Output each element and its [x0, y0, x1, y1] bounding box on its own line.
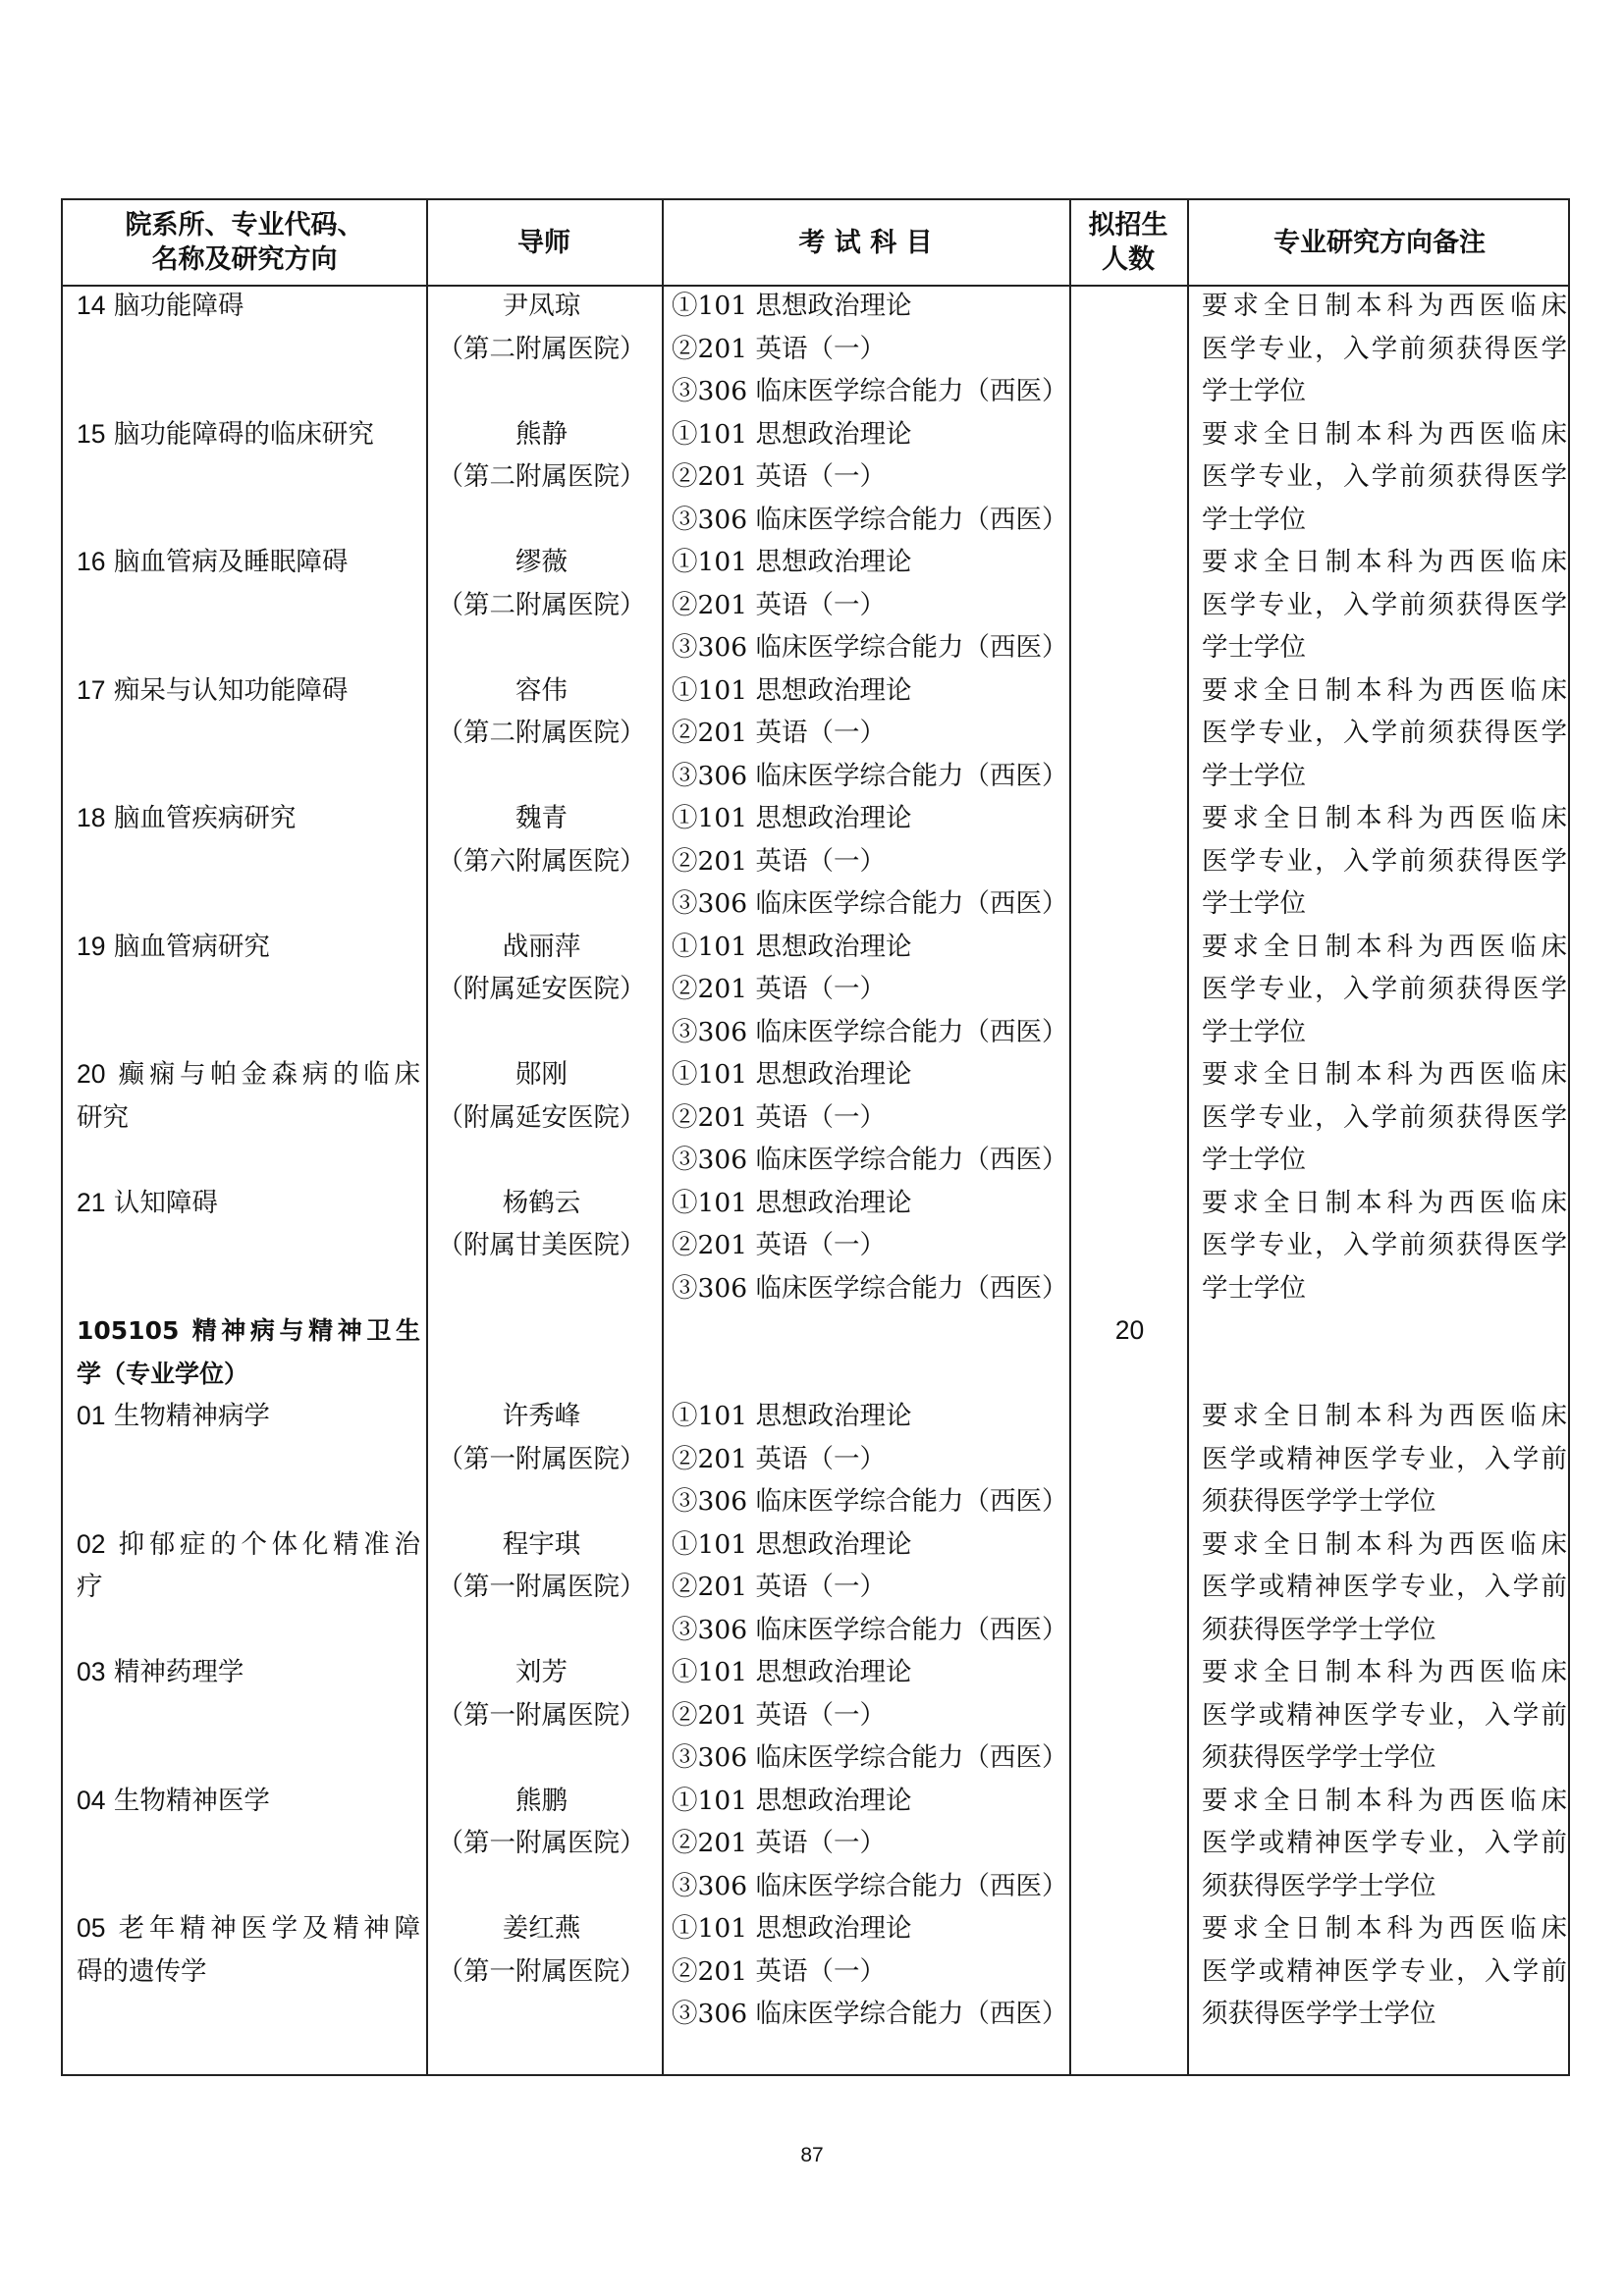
tutor-hospital: （第二附属医院） — [437, 461, 646, 492]
header-tutor — [426, 200, 662, 285]
direction-note — [1202, 541, 1567, 669]
research-direction-line — [77, 413, 420, 456]
direction-note-line: 要求全日制本科为西医临床 — [1202, 547, 1567, 577]
table-row — [63, 1182, 1568, 1309]
major-title-line1: 105105 精神病与精神卫生 — [77, 1316, 420, 1345]
direction-note-line: 医学或精神医学专业，入学前 — [1202, 1955, 1567, 1987]
exam-subjects — [672, 1907, 1074, 2036]
exam-subject: ①101 思想政治理论 — [672, 291, 912, 321]
research-direction-line — [77, 1780, 420, 1823]
research-direction — [77, 1651, 420, 1694]
exam-subject: ③306 临床医学综合能力（西医） — [672, 1614, 1068, 1645]
direction-note — [1202, 413, 1567, 542]
research-direction-line — [77, 541, 420, 584]
tutor — [424, 1907, 659, 1993]
direction-number: 19 — [77, 931, 106, 961]
direction-note-line: 医学专业，入学前须获得医学 — [1202, 974, 1567, 1004]
tutor — [424, 541, 659, 626]
table-row — [63, 1053, 1568, 1181]
exam-subjects — [672, 285, 1074, 413]
direction-note — [1202, 1907, 1567, 2036]
header-notes — [1187, 200, 1572, 285]
direction-note-line: 须获得医学学士学位 — [1202, 1486, 1436, 1517]
research-direction-line — [77, 926, 420, 969]
exam-subject: ③306 临床医学综合能力（西医） — [672, 1870, 1068, 1901]
direction-number: 03 — [77, 1657, 106, 1686]
exam-subject: ①101 思想政治理论 — [672, 1913, 912, 1944]
tutor — [424, 1395, 659, 1480]
direction-number: 14 — [77, 291, 106, 320]
research-direction-line: 碍的遗传学 — [77, 1955, 207, 1987]
direction-note-line: 医学专业，入学前须获得医学 — [1202, 1101, 1567, 1133]
research-direction — [77, 1395, 420, 1438]
exam-subjects — [672, 541, 1074, 669]
exam-subjects — [672, 926, 1074, 1054]
direction-note — [1202, 1780, 1567, 1908]
direction-note — [1202, 1182, 1567, 1310]
table-row — [63, 1651, 1568, 1779]
major-title — [77, 1309, 420, 1395]
tutor-name: 许秀峰 — [502, 1401, 581, 1431]
exam-subject: ②201 英语（一） — [672, 1699, 887, 1731]
direction-text: 脑血管病及睡眠障碍 — [113, 547, 349, 577]
research-direction — [77, 1053, 420, 1139]
direction-text: 脑功能障碍 — [113, 291, 244, 321]
research-direction — [77, 926, 420, 969]
exam-subject: ②201 英语（一） — [672, 718, 887, 748]
tutor-hospital: （第六附属医院） — [437, 845, 646, 877]
direction-number: 16 — [77, 547, 106, 576]
exam-subject: ③306 临床医学综合能力（西医） — [672, 1999, 1068, 2029]
direction-text: 痴呆与认知功能障碍 — [113, 674, 349, 706]
tutor-hospital: （第一附属医院） — [437, 1572, 646, 1602]
tutor-name: 程宇琪 — [502, 1528, 581, 1560]
table-row — [63, 797, 1568, 925]
exam-subject: ③306 临床医学综合能力（西医） — [672, 1272, 1068, 1304]
tutor — [424, 797, 659, 882]
direction-note-line: 医学专业，入学前须获得医学 — [1202, 1230, 1567, 1260]
tutor-name: 魏青 — [515, 803, 568, 833]
tutor-name: 容伟 — [515, 674, 568, 706]
direction-note-line: 须获得医学学士学位 — [1202, 1999, 1436, 2029]
direction-number: 15 — [77, 418, 106, 449]
research-direction-line: 研究 — [77, 1101, 129, 1133]
tutor — [424, 926, 659, 1011]
direction-note-line: 学士学位 — [1202, 1016, 1306, 1047]
research-direction — [77, 1523, 420, 1609]
exam-subject: ②201 英语（一） — [672, 333, 887, 364]
table-row — [63, 285, 1568, 412]
header-exams — [662, 200, 1069, 285]
tutor-hospital: （第一附属医院） — [437, 1828, 646, 1858]
direction-text: 老年精神医学及精神障 — [118, 1913, 420, 1944]
direction-number: 02 — [77, 1528, 106, 1559]
direction-note-line: 医学或精神医学专业，入学前 — [1202, 1699, 1567, 1731]
direction-note-line: 要求全日制本科为西医临床 — [1202, 803, 1567, 833]
direction-number: 21 — [77, 1187, 106, 1217]
exam-subject: ②201 英语（一） — [672, 1101, 887, 1133]
research-direction-line — [77, 1053, 420, 1096]
research-direction-line: 疗 — [77, 1572, 103, 1602]
exam-subject: ③306 临床医学综合能力（西医） — [672, 888, 1068, 919]
exam-subject: ③306 临床医学综合能力（西医） — [672, 632, 1068, 663]
direction-note-line: 要求全日制本科为西医临床 — [1202, 1187, 1567, 1218]
header-exams-label: 考 试 科 目 — [798, 227, 933, 258]
exam-subject: ②201 英语（一） — [672, 1443, 887, 1474]
exam-subject: ①101 思想政治理论 — [672, 1059, 912, 1090]
direction-note-line: 医学专业，入学前须获得医学 — [1202, 718, 1567, 748]
header-quota — [1069, 200, 1187, 285]
major-quota: 20 — [1114, 1315, 1145, 1345]
direction-note-line: 医学或精神医学专业，入学前 — [1202, 1443, 1567, 1474]
direction-note-line: 医学专业，入学前须获得医学 — [1202, 333, 1567, 364]
direction-note-line: 学士学位 — [1202, 632, 1306, 663]
direction-text: 癫痫与帕金森病的临床 — [118, 1059, 420, 1090]
tutor-hospital: （第一附属医院） — [437, 1443, 646, 1474]
tutor-name: 尹凤琼 — [502, 291, 581, 321]
exam-subject: ③306 临床医学综合能力（西医） — [672, 376, 1068, 406]
direction-note-line: 要求全日制本科为西医临床 — [1202, 1913, 1567, 1944]
direction-text: 精神药理学 — [113, 1657, 244, 1687]
direction-note-line: 要求全日制本科为西医临床 — [1202, 418, 1567, 450]
tutor — [424, 1182, 659, 1267]
direction-note — [1202, 1651, 1567, 1780]
tutor-name: 熊鹏 — [515, 1785, 568, 1816]
exam-subjects — [672, 1182, 1074, 1310]
direction-note-line: 要求全日制本科为西医临床 — [1202, 1401, 1567, 1431]
exam-subjects — [672, 1523, 1074, 1652]
direction-text: 生物精神医学 — [113, 1785, 270, 1816]
tutor — [424, 1523, 659, 1609]
research-direction-line — [77, 1182, 420, 1225]
exam-subject: ①101 思想政治理论 — [672, 1187, 912, 1218]
exam-subject: ②201 英语（一） — [672, 461, 887, 492]
table-row — [63, 1907, 1568, 2035]
direction-text: 脑血管病研究 — [113, 931, 270, 962]
research-direction — [77, 1182, 420, 1225]
exam-subject: ①101 思想政治理论 — [672, 931, 912, 962]
header-department — [63, 200, 426, 285]
table-row — [63, 1780, 1568, 1907]
direction-note — [1202, 1523, 1567, 1652]
exam-subject: ②201 英语（一） — [672, 1828, 887, 1858]
tutor — [424, 285, 659, 370]
exam-subjects — [672, 1053, 1074, 1182]
direction-text: 脑血管疾病研究 — [113, 803, 297, 833]
header-department-line1: 院系所、专业代码、 — [125, 210, 364, 240]
direction-number: 04 — [77, 1785, 106, 1815]
tutor — [424, 1780, 659, 1865]
exam-subject: ①101 思想政治理论 — [672, 1528, 912, 1560]
tutor-hospital: （第二附属医院） — [437, 718, 646, 748]
tutor — [424, 1651, 659, 1736]
exam-subjects — [672, 413, 1074, 542]
research-direction-line — [77, 1907, 420, 1950]
tutor-hospital: （附属延安医院） — [437, 1101, 646, 1133]
direction-note — [1202, 1053, 1567, 1182]
direction-note-line: 医学专业，入学前须获得医学 — [1202, 589, 1567, 620]
exam-subject: ③306 临床医学综合能力（西医） — [672, 760, 1068, 791]
research-direction-line — [77, 669, 420, 713]
exam-subject: ①101 思想政治理论 — [672, 547, 912, 577]
table-body — [63, 285, 1568, 2074]
tutor — [424, 1053, 659, 1139]
exam-subject: ①101 思想政治理论 — [672, 418, 912, 450]
exam-subject: ①101 思想政治理论 — [672, 1657, 912, 1687]
direction-note-line: 医学或精神医学专业，入学前 — [1202, 1572, 1567, 1602]
header-notes-label: 专业研究方向备注 — [1273, 227, 1486, 258]
research-direction-line — [77, 285, 420, 328]
direction-note-line: 须获得医学学士学位 — [1202, 1870, 1436, 1901]
direction-note-line: 须获得医学学士学位 — [1202, 1614, 1436, 1645]
direction-text: 抑郁症的个体化精准治 — [118, 1528, 420, 1560]
exam-subject: ③306 临床医学综合能力（西医） — [672, 504, 1068, 535]
tutor-hospital: （第二附属医院） — [437, 589, 646, 620]
exam-subject: ③306 临床医学综合能力（西医） — [672, 1742, 1068, 1773]
direction-note-line: 学士学位 — [1202, 888, 1306, 919]
direction-text: 生物精神病学 — [113, 1401, 270, 1431]
direction-note-line: 医学或精神医学专业，入学前 — [1202, 1828, 1567, 1858]
tutor-name: 战丽萍 — [502, 931, 581, 962]
direction-note-line: 要求全日制本科为西医临床 — [1202, 674, 1567, 706]
page-number: 87 — [800, 2144, 824, 2166]
direction-note-line: 医学专业，入学前须获得医学 — [1202, 845, 1567, 877]
exam-subject: ②201 英语（一） — [672, 1955, 887, 1987]
direction-note-line: 须获得医学学士学位 — [1202, 1742, 1436, 1773]
exam-subject: ③306 临床医学综合能力（西医） — [672, 1145, 1068, 1175]
exam-subjects — [672, 669, 1074, 798]
tutor-hospital: （第二附属医院） — [437, 333, 646, 364]
header-department-line2: 名称及研究方向 — [151, 244, 338, 275]
research-direction — [77, 541, 420, 584]
research-direction-line — [77, 1395, 420, 1438]
exam-subjects — [672, 1651, 1074, 1780]
research-direction — [77, 285, 420, 328]
research-direction — [77, 797, 420, 840]
header-quota-line2: 人数 — [1102, 244, 1155, 275]
exam-subjects — [672, 1395, 1074, 1523]
header-tutor-label: 导师 — [517, 227, 570, 258]
direction-note-line: 医学专业，入学前须获得医学 — [1202, 461, 1567, 492]
tutor-hospital: （附属甘美医院） — [437, 1230, 646, 1260]
research-direction — [77, 1780, 420, 1823]
direction-note — [1202, 285, 1567, 413]
direction-note — [1202, 1395, 1567, 1523]
exam-subject: ②201 英语（一） — [672, 589, 887, 620]
table-row — [63, 669, 1568, 797]
research-direction-line — [77, 1651, 420, 1694]
research-direction-line — [77, 1523, 420, 1567]
exam-subject: ②201 英语（一） — [672, 1572, 887, 1602]
table-row — [63, 413, 1568, 541]
tutor-hospital: （附属延安医院） — [437, 974, 646, 1004]
table-row — [63, 1523, 1568, 1651]
direction-number: 05 — [77, 1913, 106, 1943]
direction-number: 20 — [77, 1059, 106, 1089]
direction-note-line: 学士学位 — [1202, 1272, 1306, 1304]
direction-note — [1202, 797, 1567, 926]
table-row — [63, 1395, 1568, 1522]
exam-subject: ②201 英语（一） — [672, 974, 887, 1004]
direction-number: 17 — [77, 674, 106, 705]
research-direction — [77, 413, 420, 456]
direction-text: 认知障碍 — [113, 1187, 218, 1218]
direction-note-line: 要求全日制本科为西医临床 — [1202, 1657, 1567, 1687]
research-direction — [77, 1907, 420, 1993]
tutor-name: 缪薇 — [515, 547, 568, 577]
exam-subject: ①101 思想政治理论 — [672, 1785, 912, 1816]
tutor — [424, 669, 659, 755]
direction-note-line: 要求全日制本科为西医临床 — [1202, 931, 1567, 962]
direction-note-line: 要求全日制本科为西医临床 — [1202, 1528, 1567, 1560]
exam-subject: ②201 英语（一） — [672, 845, 887, 877]
exam-subject: ①101 思想政治理论 — [672, 803, 912, 833]
direction-number: 18 — [77, 803, 106, 832]
header-quota-line1: 拟招生 — [1088, 210, 1168, 240]
exam-subject: ①101 思想政治理论 — [672, 1401, 912, 1431]
tutor — [424, 413, 659, 499]
tutor-name: 杨鹤云 — [502, 1187, 581, 1218]
tutor-hospital: （第一附属医院） — [437, 1699, 646, 1731]
tutor-name: 郧刚 — [515, 1059, 568, 1090]
exam-subjects — [672, 797, 1074, 926]
exam-subject: ①101 思想政治理论 — [672, 674, 912, 706]
table-row — [63, 541, 1568, 668]
table-row — [63, 926, 1568, 1053]
direction-note-line: 要求全日制本科为西医临床 — [1202, 1785, 1567, 1816]
tutor-hospital: （第一附属医院） — [437, 1955, 646, 1987]
direction-note — [1202, 926, 1567, 1054]
direction-note-line: 学士学位 — [1202, 1145, 1306, 1175]
tutor-name: 刘芳 — [515, 1657, 568, 1687]
direction-note-line: 要求全日制本科为西医临床 — [1202, 291, 1567, 321]
major-row — [63, 1309, 1568, 1395]
exam-subjects — [672, 1780, 1074, 1908]
major-title-line2: 学（专业学位） — [77, 1359, 249, 1388]
direction-text: 脑功能障碍的临床研究 — [113, 418, 374, 450]
direction-note-line: 要求全日制本科为西医临床 — [1202, 1059, 1567, 1090]
direction-note-line: 学士学位 — [1202, 760, 1306, 791]
exam-subject: ③306 临床医学综合能力（西医） — [672, 1486, 1068, 1517]
direction-note — [1202, 669, 1567, 798]
tutor-name: 姜红燕 — [502, 1913, 581, 1944]
direction-number: 01 — [77, 1401, 106, 1430]
admissions-table — [61, 198, 1570, 2076]
direction-note-line: 学士学位 — [1202, 376, 1306, 406]
exam-subject: ②201 英语（一） — [672, 1230, 887, 1260]
tutor-name: 熊静 — [515, 418, 568, 450]
direction-note-line: 学士学位 — [1202, 504, 1306, 535]
exam-subject: ③306 临床医学综合能力（西医） — [672, 1016, 1068, 1047]
research-direction-line — [77, 797, 420, 840]
research-direction — [77, 669, 420, 713]
